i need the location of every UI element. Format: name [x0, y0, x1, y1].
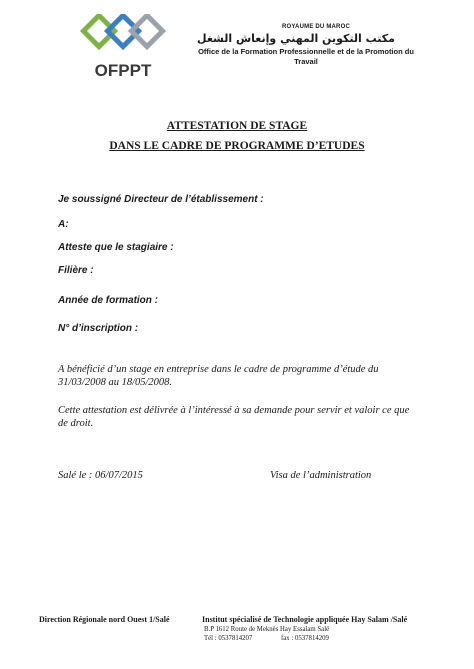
footer-address: B.P 1612 Route de Meknès Hay Essalam Salé — [204, 626, 330, 633]
field-year: Année de formation : — [58, 295, 159, 306]
attestation-paragraph: Cette attestation est délivrée à l’intéressé à sa demande pour servir et valoir ce que de droit. — [58, 405, 410, 429]
office-name: Office de la Formation Professionnelle et de la Promotion du Travail — [198, 47, 414, 66]
logo-emblem-icon — [83, 15, 162, 46]
footer-phone: Tél : 0537814207 — [204, 635, 253, 642]
field-to: A: — [58, 219, 69, 230]
institution-header — [176, 24, 416, 66]
kingdom-label: ROYAUME DU MAROC — [282, 24, 350, 30]
logo-text: OFPPT — [94, 61, 152, 80]
document-subtitle: DANS LE CADRE DE PROGRAMME D’ETUDES — [109, 140, 365, 152]
footer-direction: Direction Régionale nord Ouest 1/Salé — [39, 615, 170, 624]
place-date: Salé le : 06/07/2015 — [58, 470, 143, 481]
document-title: ATTESTATION DE STAGE — [166, 120, 308, 132]
visa-label: Visa de l’administration — [270, 470, 372, 481]
field-trainee: Atteste que le stagiaire : — [58, 242, 174, 253]
field-director: Je soussigné Directeur de l’établissement : — [58, 194, 264, 205]
field-filiere: Filière : — [58, 265, 94, 276]
arabic-office-name: مكتب التكوين المهني وإنعاش الشغل — [197, 32, 395, 45]
field-registration: N° d’inscription : — [58, 323, 139, 334]
ofppt-logo — [78, 14, 168, 84]
footer-fax: fax : 0537814209 — [281, 635, 329, 642]
internship-paragraph: A bénéficié d’un stage en entreprise dans le cadre de programme d’étude du 31/03/2008 au 18/05/2008. — [58, 364, 379, 388]
footer-institute: Institut spécialisé de Technologie appliquée Hay Salam /Salé — [202, 615, 408, 624]
